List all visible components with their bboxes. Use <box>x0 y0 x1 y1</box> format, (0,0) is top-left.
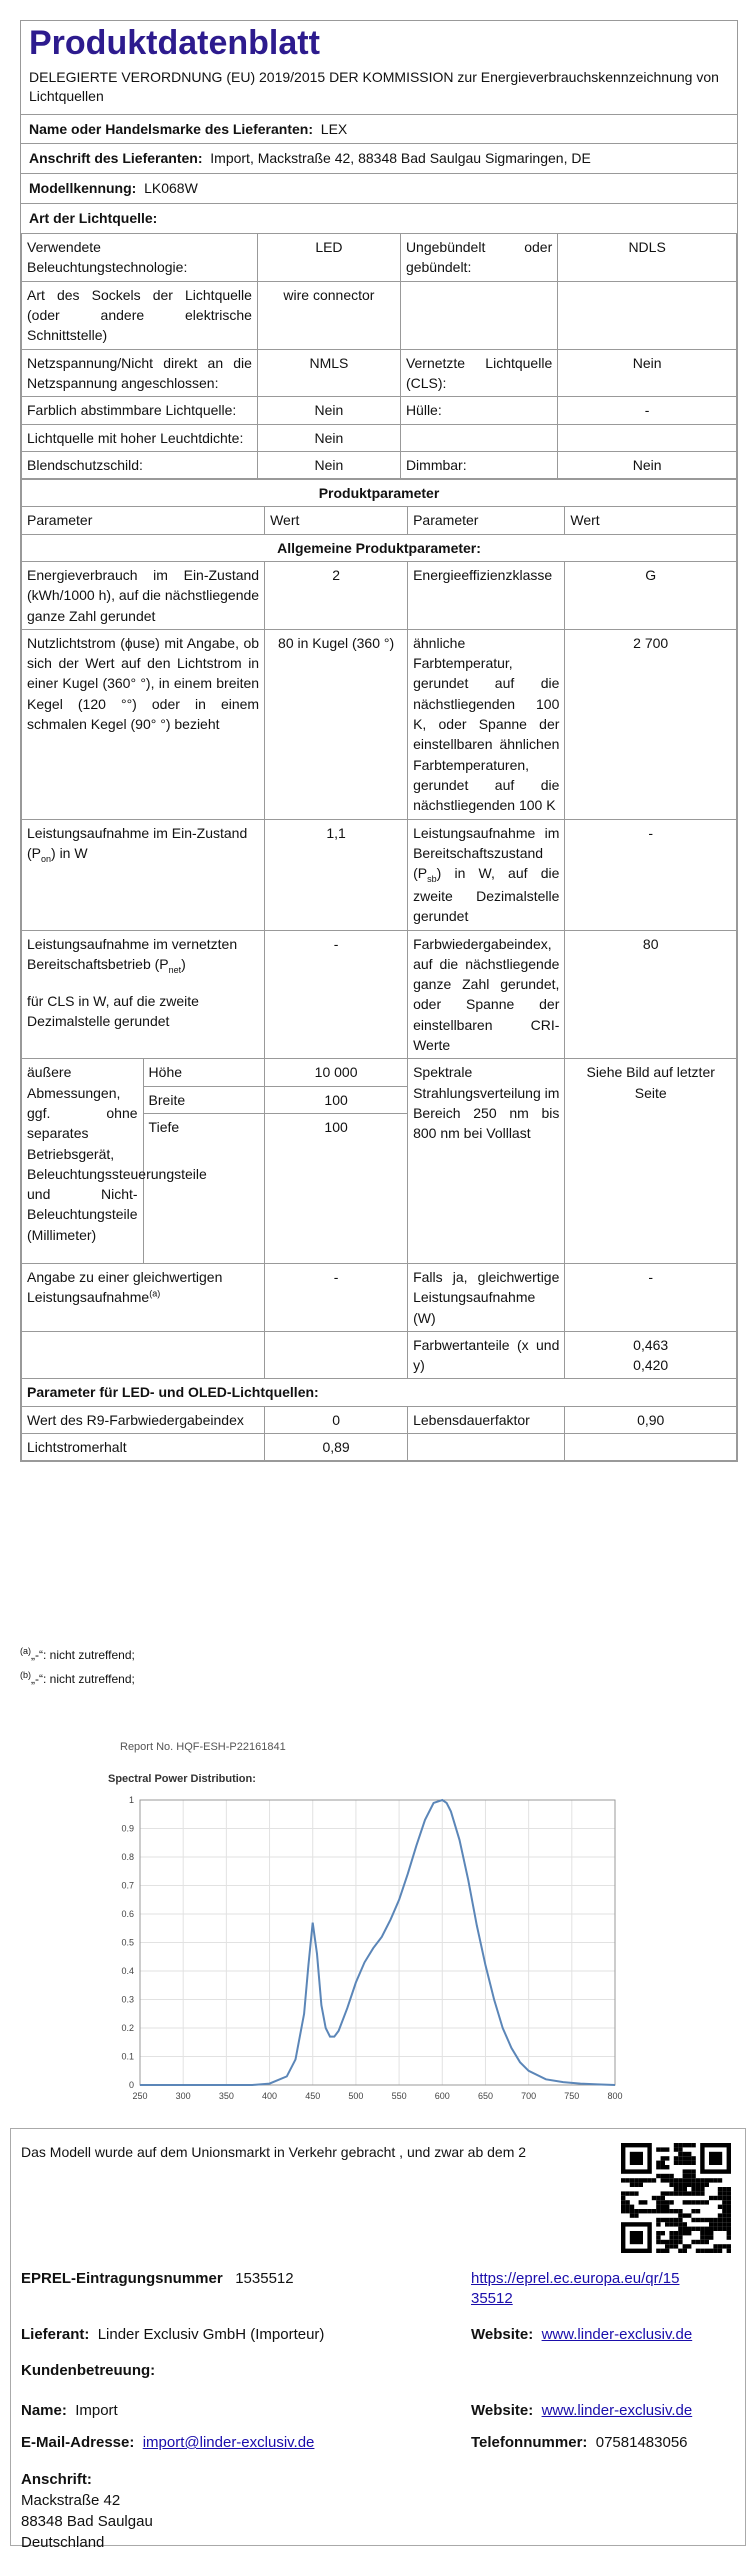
section-title-text: Parameter für LED- und OLED-Lichtquellen: <box>27 1384 319 1401</box>
param-value: Nein <box>558 451 737 478</box>
y-tick-label: 0.2 <box>121 2023 134 2033</box>
param-label: Farbwiedergabeindex, auf die nächstliegende ganze Zahl gerundet, oder Spanne der einstellbaren CRI-Werte <box>408 930 565 1059</box>
footnote-text: „-“: nicht zutreffend; <box>31 1672 135 1687</box>
y-tick-label: 0.7 <box>121 1880 134 1891</box>
table-row <box>22 480 737 507</box>
param-value: Nein <box>558 349 737 397</box>
table-row <box>22 281 737 349</box>
label-text: ) in W <box>51 844 88 861</box>
param-label <box>408 819 565 930</box>
service-heading <box>21 2361 155 2381</box>
table-row <box>22 1059 737 1086</box>
param-label: Art des Sockels der Lichtquelle (oder andere elektrische Schnittstelle) <box>22 281 258 349</box>
contact-name-row <box>21 2401 118 2421</box>
email-label: E-Mail-Adresse: <box>21 2434 135 2451</box>
address-line: 88348 Bad Saulgau <box>21 2513 153 2530</box>
param-label <box>22 930 265 1059</box>
param-value: - <box>565 1263 737 1331</box>
param-value: 80 <box>565 930 737 1059</box>
phone-value: 07581483056 <box>595 2434 688 2451</box>
empty-cell <box>265 1331 408 1379</box>
table-row <box>22 534 737 561</box>
lightsource-type-row <box>21 203 737 233</box>
chroma-y: 0,420 <box>633 1357 669 1374</box>
param-value: 1,1 <box>265 819 408 930</box>
column-header: Parameter <box>22 507 265 534</box>
param-label: Lichtstromerhalt <box>22 1434 265 1461</box>
email-link[interactable]: import@linder-exclusiv.de <box>142 2434 315 2451</box>
footnote-text: „-“: nicht zutreffend; <box>31 1648 135 1662</box>
x-tick-label: 350 <box>218 2091 234 2101</box>
page-title: Produktdatenblatt <box>29 24 320 62</box>
param-label: Nutzlichtstrom (ɸuse) mit Angabe, ob sich der Wert auf den Lichtstrom in einer Kugel (360° °), in einem breiten Kegel (120 °°) oder in einem schmalen Kegel (90° °) bezieht <box>22 629 265 819</box>
table-row <box>22 562 737 630</box>
param-label: Energieeffizienzklasse <box>408 562 565 630</box>
y-tick-label: 1 <box>128 1795 134 1805</box>
param-label: Vernetzte Lichtquelle (CLS): <box>400 349 557 397</box>
qr-code-icon[interactable] <box>621 2143 731 2253</box>
eprel-link-text[interactable]: 35512 <box>471 2290 513 2308</box>
market-text: Das Modell wurde auf dem Unionsmarkt in Verkehr gebracht , und zwar ab dem 2 <box>21 2144 527 2160</box>
service-label: Kundenbetreuung: <box>21 2362 156 2379</box>
footnote-a <box>20 1645 135 1663</box>
eprel-link[interactable] <box>471 2269 679 2310</box>
dimension-label: Breite <box>143 1086 265 1113</box>
label-text: Angabe zu einer gleichwertigen Leistungsaufnahme <box>27 1268 223 1306</box>
param-label <box>22 819 265 930</box>
label-sub: on <box>41 853 52 864</box>
param-value <box>565 1331 737 1379</box>
product-parameters-table <box>21 479 737 1461</box>
table-row <box>22 424 737 451</box>
table-row <box>22 819 737 930</box>
table-row <box>22 1331 737 1379</box>
column-header: Parameter <box>408 507 565 534</box>
phone-label: Telefonnummer: <box>471 2434 588 2451</box>
footnote-mark: (b) <box>20 1670 31 1681</box>
x-tick-label: 250 <box>132 2091 148 2101</box>
x-tick-label: 650 <box>477 2091 493 2101</box>
param-label: Netzspannung/Nicht direkt an die Netzspannung angeschlossen: <box>22 349 258 397</box>
y-tick-label: 0.3 <box>121 1994 134 2005</box>
param-label: Dimmbar: <box>400 451 557 478</box>
param-value: 0 <box>265 1406 408 1433</box>
param-value: 80 in Kugel (360 °) <box>265 629 408 819</box>
email-row <box>21 2433 314 2453</box>
label-sub: sb <box>427 873 437 884</box>
eprel-number: 1535512 <box>235 2270 294 2287</box>
model-label: Modellkennung: <box>29 180 137 197</box>
website2-row <box>471 2401 692 2421</box>
param-label: Hülle: <box>400 397 557 424</box>
table-row <box>22 1379 737 1406</box>
param-label: Wert des R9-Farbwiedergabeindex <box>22 1406 265 1433</box>
x-tick-label: 450 <box>305 2091 321 2101</box>
address-block <box>21 2469 153 2553</box>
report-number: Report No. HQF-ESH-P22161841 <box>120 1741 286 1753</box>
table-row <box>22 451 737 478</box>
param-value: 2 700 <box>565 629 737 819</box>
phone-row <box>471 2433 688 2453</box>
supplier-name-label: Name oder Handelsmarke des Lieferanten: <box>29 120 313 137</box>
param-value: 2 <box>265 562 408 630</box>
param-label: Verwendete Beleuchtungstechnologie: <box>22 234 258 282</box>
dimension-value: 100 <box>265 1086 408 1113</box>
footnotes <box>20 1645 135 1687</box>
chart-title: Spectral Power Distribution: <box>108 1773 256 1785</box>
param-label <box>400 281 557 349</box>
y-tick-label: 0.1 <box>121 2051 134 2062</box>
chart-tick-labels <box>121 1795 622 2101</box>
param-value: 0,89 <box>265 1434 408 1461</box>
param-label: Energieverbrauch im Ein-Zustand (kWh/1000 h), auf die nächstliegende ganze Zahl gerundet <box>22 562 265 630</box>
table-row <box>22 930 737 1059</box>
section-title: Allgemeine Produktparameter: <box>22 534 737 561</box>
table-row <box>22 349 737 397</box>
label-sup: (a) <box>149 1288 161 1299</box>
footnote-b <box>20 1669 135 1687</box>
supplier-label: Lieferant: <box>21 2326 90 2343</box>
x-tick-label: 750 <box>564 2091 580 2101</box>
lightsource-type-label: Art der Lichtquelle: <box>29 210 158 227</box>
supplier-address-row <box>21 143 737 173</box>
product-data-sheet <box>20 20 738 1462</box>
table-row <box>22 629 737 819</box>
param-value: G <box>565 562 737 630</box>
param-value: NDLS <box>558 234 737 282</box>
dimension-label: Höhe <box>143 1059 265 1086</box>
label-text: ) in W, auf die zweite Dezimalstelle gerundet <box>413 865 560 925</box>
address-line: Deutschland <box>21 2534 105 2551</box>
param-label: Falls ja, gleichwertige Leistungsaufnahme (W) <box>408 1263 565 1331</box>
param-label: Spektrale Strahlungsverteilung im Bereich 250 nm bis 800 nm bei Volllast <box>408 1059 565 1264</box>
label-text: ) <box>181 955 186 972</box>
param-label: Lebensdauerfaktor <box>408 1406 565 1433</box>
supplier-name-value: LEX <box>320 120 348 137</box>
y-tick-label: 0.4 <box>121 1966 134 1976</box>
param-label: Blendschutzschild: <box>22 451 258 478</box>
param-label <box>400 424 557 451</box>
table-header-row <box>22 507 737 534</box>
chroma-x: 0,463 <box>633 1336 669 1353</box>
model-value: LK068W <box>144 180 198 197</box>
param-value: LED <box>257 234 400 282</box>
x-tick-label: 500 <box>348 2091 364 2101</box>
table-row <box>22 234 737 282</box>
x-tick-label: 400 <box>262 2091 278 2101</box>
table-row <box>22 397 737 424</box>
y-tick-label: 0.6 <box>121 1909 134 1919</box>
column-header: Wert <box>265 507 408 534</box>
website-link[interactable]: www.linder-exclusiv.de <box>541 2402 693 2419</box>
eprel-row <box>21 2269 294 2289</box>
param-value: Nein <box>257 451 400 478</box>
regulation-subtitle: DELEGIERTE VERORDNUNG (EU) 2019/2015 DER KOMMISSION zur Energieverbrauchskennzeichnung von Lichtquellen <box>29 68 719 104</box>
param-value: NMLS <box>257 349 400 397</box>
x-tick-label: 700 <box>521 2091 537 2101</box>
website-label: Website: <box>471 2326 534 2343</box>
table-row <box>22 1406 737 1433</box>
param-value: - <box>265 1263 408 1331</box>
dimension-value: 10 000 <box>265 1059 408 1086</box>
supplier-value: Linder Exclusiv GmbH (Importeur) <box>97 2326 325 2343</box>
y-tick-label: 0 <box>128 2080 134 2090</box>
model-row <box>21 173 737 203</box>
column-header: Wert <box>565 507 737 534</box>
dimension-label: Tiefe <box>143 1113 265 1263</box>
param-value: 0,90 <box>565 1406 737 1433</box>
param-label: Lichtquelle mit hoher Leuchtdichte: <box>22 424 258 451</box>
empty-cell <box>408 1434 565 1461</box>
empty-cell <box>22 1331 265 1379</box>
supplier-row <box>21 2325 324 2345</box>
spectrum-figure <box>100 1740 640 2120</box>
label-text: Leistungsaufnahme im Bereitschaftszustand (P <box>413 824 560 882</box>
lightsource-table <box>21 233 737 479</box>
param-value: - <box>565 819 737 930</box>
address-label: Anschrift: <box>21 2471 92 2488</box>
website-link[interactable]: www.linder-exclusiv.de <box>541 2326 693 2343</box>
contact-name-value: Import <box>75 2402 118 2419</box>
supplier-name-row <box>21 114 737 144</box>
param-value <box>558 281 737 349</box>
x-tick-label: 800 <box>607 2091 623 2101</box>
website-label: Website: <box>471 2402 534 2419</box>
y-tick-label: 0.5 <box>121 1937 134 1948</box>
table-row <box>22 1263 737 1331</box>
spectrum-chart <box>100 1760 640 2120</box>
section-title: Produktparameter <box>22 480 737 507</box>
param-value: - <box>265 930 408 1059</box>
footnote-mark: (a) <box>20 1646 31 1656</box>
param-value: Nein <box>257 397 400 424</box>
eprel-card <box>10 2128 746 2551</box>
param-label: ähnliche Farbtemperatur, gerundet auf die nächstliegenden 100 K, oder Spanne der einstellbaren ähnlichen Farbtemperaturen, gerundet auf die nächstliegenden 100 K <box>408 629 565 819</box>
param-label <box>22 1263 265 1331</box>
x-tick-label: 600 <box>434 2091 450 2101</box>
param-value: Nein <box>257 424 400 451</box>
y-tick-label: 0.8 <box>121 1852 134 1862</box>
x-tick-label: 550 <box>391 2091 407 2101</box>
address-line: Mackstraße 42 <box>21 2492 121 2509</box>
y-tick-label: 0.9 <box>121 1823 134 1834</box>
param-value <box>558 424 737 451</box>
label-text: Leistungsaufnahme im vernetzten Bereitschaftsbetrieb (P <box>27 935 238 972</box>
param-label: Farblich abstimmbare Lichtquelle: <box>22 397 258 424</box>
param-label: äußere Abmessungen, ggf. ohne separates Betriebsgerät, Beleuchtungssteuerungsteile und Nicht-Beleuchtungsteile (Millimeter) <box>22 1059 144 1264</box>
contact-name-label: Name: <box>21 2402 67 2419</box>
param-value: Siehe Bild auf letzter Seite <box>565 1059 737 1264</box>
param-label: Farbwertanteile (x und y) <box>408 1331 565 1379</box>
param-label: Ungebündelt oder gebündelt: <box>400 234 557 282</box>
label-text: für CLS in W, auf die zweite Dezimalstelle gerundet <box>27 992 199 1030</box>
supplier-address-label: Anschrift des Lieferanten: <box>29 150 203 167</box>
eprel-label: EPREL-Eintragungsnummer <box>21 2270 223 2287</box>
empty-cell <box>565 1434 737 1461</box>
dimension-value: 100 <box>265 1113 408 1263</box>
section-title <box>22 1379 737 1406</box>
supplier-address-value: Import, Mackstraße 42, 88348 Bad Saulgau Sigmaringen, DE <box>210 150 591 167</box>
label-text: Leistungsaufnahme im Ein-Zustand (P <box>27 824 248 861</box>
param-value: wire connector <box>257 281 400 349</box>
website-row <box>471 2325 692 2345</box>
label-sub: net <box>168 964 182 975</box>
eprel-link-text[interactable]: https://eprel.ec.europa.eu/qr/15 <box>471 2270 680 2287</box>
param-value: - <box>558 397 737 424</box>
x-tick-label: 300 <box>175 2091 191 2101</box>
table-row <box>22 1434 737 1461</box>
